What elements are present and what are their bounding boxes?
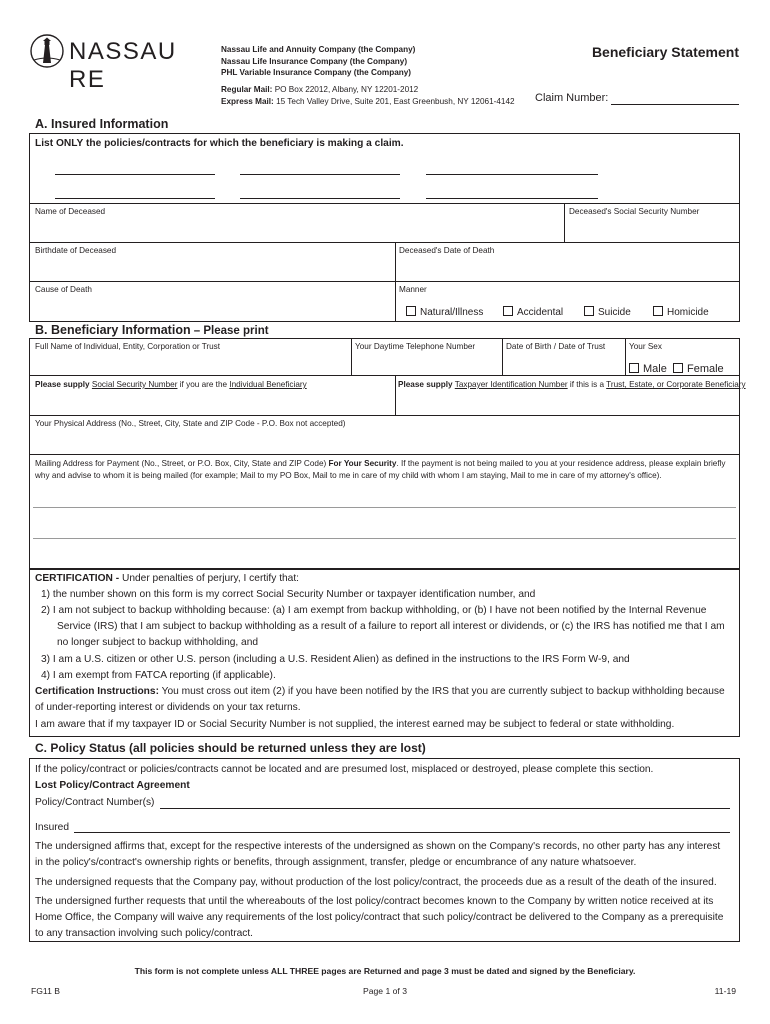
sex-male-checkbox[interactable]: Male — [629, 363, 667, 375]
lost-policy-heading: Lost Policy/Contract Agreement — [35, 780, 190, 791]
revision-date: 11-19 — [714, 986, 736, 996]
cert-item-4: 4) I am exempt from FATCA reporting (if applicable). — [41, 670, 276, 681]
cert-instructions-cont: of under-reporting interest or dividends on your tax returns. — [35, 702, 301, 713]
insured-field[interactable] — [74, 832, 730, 833]
affirmation-para-2: The undersigned requests that the Company pay, without production of the lost policy/contract, the proceeds due as a result of the death of the insured. — [35, 877, 717, 888]
certification-lead: CERTIFICATION - Under penalties of perjury, I certify that: — [35, 573, 300, 584]
date-of-birth-field[interactable]: Date of Birth / Date of Trust — [506, 342, 606, 351]
physical-address-field[interactable]: Your Physical Address (No., Street, City, State and ZIP Code - P.O. Box not accepted) — [35, 419, 346, 428]
cert-instructions: Certification Instructions: You must cross out item (2) if you have been notified by the IRS that you are currently subject to backup withholding because — [35, 686, 725, 697]
checkbox-icon — [406, 306, 416, 316]
policy-line-3[interactable] — [426, 174, 598, 175]
page-number: Page 1 of 3 — [363, 986, 407, 996]
cert-item-1: 1) the number shown on this form is my correct Social Security Number or taxpayer identification number, and — [41, 589, 536, 600]
name-of-deceased-field[interactable]: Name of Deceased — [35, 207, 106, 216]
manner-label: Manner — [399, 285, 427, 294]
claim-number-field[interactable] — [611, 104, 739, 105]
lighthouse-icon — [30, 33, 64, 69]
section-c-title: C. Policy Status (all policies should be returned unless they are lost) — [35, 741, 426, 755]
cert-item-2-cont: Service (IRS) that I am subject to backup withholding as a result of a failure to report all interest or dividends, or (c) the IRS has notified me that I am — [57, 621, 725, 632]
checkbox-icon — [584, 306, 594, 316]
cert-item-2-cont2: no longer subject to backup withholding, and — [57, 637, 259, 648]
section-a-box — [29, 133, 740, 322]
checkbox-icon — [503, 306, 513, 316]
cert-item-3: 3) I am a U.S. citizen or other U.S. person (including a U.S. Resident Alien) as defined in the instructions to the IRS Form W-9, and — [41, 654, 630, 665]
completion-notice: This form is not complete unless ALL THREE pages are Returned and page 3 must be dated and signed by the Beneficiary. — [134, 966, 636, 976]
policy-numbers-label: Policy/Contract Number(s) — [35, 797, 155, 808]
regular-mail-address: PO Box 22012, Albany, NY 12201-2012 — [274, 85, 419, 94]
policy-line-5[interactable] — [240, 198, 400, 199]
policy-line-6[interactable] — [426, 198, 598, 199]
deceased-ssn-field[interactable]: Deceased's Social Security Number — [569, 207, 700, 216]
affirmation-para-3: The undersigned further requests that until the whereabouts of the lost policy/contract becomes known to the Company by written notice received at its — [35, 896, 714, 907]
policy-line-2[interactable] — [240, 174, 400, 175]
regular-mail-label: Regular Mail: — [221, 85, 273, 94]
daytime-phone-field[interactable]: Your Daytime Telephone Number — [355, 342, 476, 351]
mailing-address-line-2[interactable] — [33, 538, 736, 539]
section-b-title: B. Beneficiary Information – Please print — [35, 323, 269, 337]
sex-female-checkbox[interactable]: Female — [673, 363, 724, 375]
affirmation-para-1: The undersigned affirms that, except for the respective interests of the undersigned as shown on the Company's records, no other party has any interest — [35, 841, 721, 852]
sex-label: Your Sex — [629, 342, 662, 351]
logo-wordmark: NASSAU RE — [69, 38, 177, 93]
company-list — [221, 44, 415, 79]
company-name-3: PHL Variable Insurance Company (the Company) — [221, 68, 412, 77]
checkbox-icon — [629, 363, 639, 373]
manner-accidental-checkbox[interactable]: Accidental — [503, 306, 563, 319]
birthdate-field[interactable]: Birthdate of Deceased — [35, 246, 117, 255]
company-logo — [30, 33, 210, 93]
cert-awareness: I am aware that if my taxpayer ID or Social Security Number is not supplied, the interest earned may be subject to federal or state withholding. — [35, 719, 675, 730]
express-mail-label: Express Mail: — [221, 96, 274, 106]
section-c-intro: If the policy/contract or policies/contracts cannot be located and are presumed lost, misplaced or destroyed, please complete this section. — [35, 764, 654, 775]
mailing-address-line-1[interactable] — [33, 507, 736, 508]
section-a-title: A. Insured Information — [35, 117, 169, 131]
affirmation-para-3-cont2: to any transaction involving such policy/contract. — [35, 928, 254, 939]
cert-item-2: 2) I am not subject to backup withholding because: (a) I am exempt from backup withholding, or (b) I have not been notified by the Internal Revenue — [41, 605, 707, 616]
policy-numbers-field[interactable] — [160, 808, 730, 809]
mailing-address-label: Mailing Address for Payment (No., Street, or P.O. Box, City, State and ZIP Code) For Your Security. If the payment is not being mailed to you at your residence address, please explain briefly why and advise to whom it is being mailed (for example; Mail to my PO Box, Mail to me in care of my child with whom I am staying, Mail to me in care of my attorney's office). — [35, 459, 726, 480]
claim-number-label: Claim Number: — [535, 92, 609, 104]
insured-label: Insured — [35, 822, 69, 833]
cause-of-death-field[interactable]: Cause of Death — [35, 285, 92, 294]
company-name-1: Nassau Life and Annuity Company (the Company) — [221, 45, 416, 54]
policy-list-instruction: List ONLY the policies/contracts for which the beneficiary is making a claim. — [35, 138, 404, 149]
company-name-2: Nassau Life Insurance Company (the Company) — [221, 56, 408, 66]
affirmation-para-1-cont: in the policy's/contract's ownership rights or benefits, through assignment, transfer, pledge or encumbrance of any nature whatsoever. — [35, 857, 637, 868]
date-of-death-field[interactable]: Deceased's Date of Death — [399, 246, 495, 255]
beneficiary-ssn-field[interactable]: Please supply Social Security Number if you are the Individual Beneficiary — [35, 380, 307, 389]
checkbox-icon — [653, 306, 663, 316]
express-mail-address: 15 Tech Valley Drive, Suite 201, East Greenbush, NY 12061-4142 — [276, 96, 515, 106]
manner-homicide-checkbox[interactable]: Homicide — [653, 306, 709, 319]
beneficiary-full-name-field[interactable]: Full Name of Individual, Entity, Corporation or Trust — [35, 342, 221, 351]
manner-natural-checkbox[interactable]: Natural/Illness — [406, 306, 483, 319]
form-id: FG11 B — [31, 986, 60, 996]
checkbox-icon — [673, 363, 683, 373]
beneficiary-tin-field[interactable]: Please supply Taxpayer Identification Number if this is a Trust, Estate, or Corporate Beneficiary — [398, 380, 746, 389]
policy-line-1[interactable] — [55, 174, 215, 175]
policy-line-4[interactable] — [55, 198, 215, 199]
affirmation-para-3-cont: Home Office, the Company will waive any requirements of the lost policy/contract that such policy/contract be delivered to the Company as a prerequisite — [35, 912, 724, 923]
mailing-addresses — [221, 84, 515, 107]
form-title: Beneficiary Statement — [591, 44, 739, 60]
manner-suicide-checkbox[interactable]: Suicide — [584, 306, 631, 319]
